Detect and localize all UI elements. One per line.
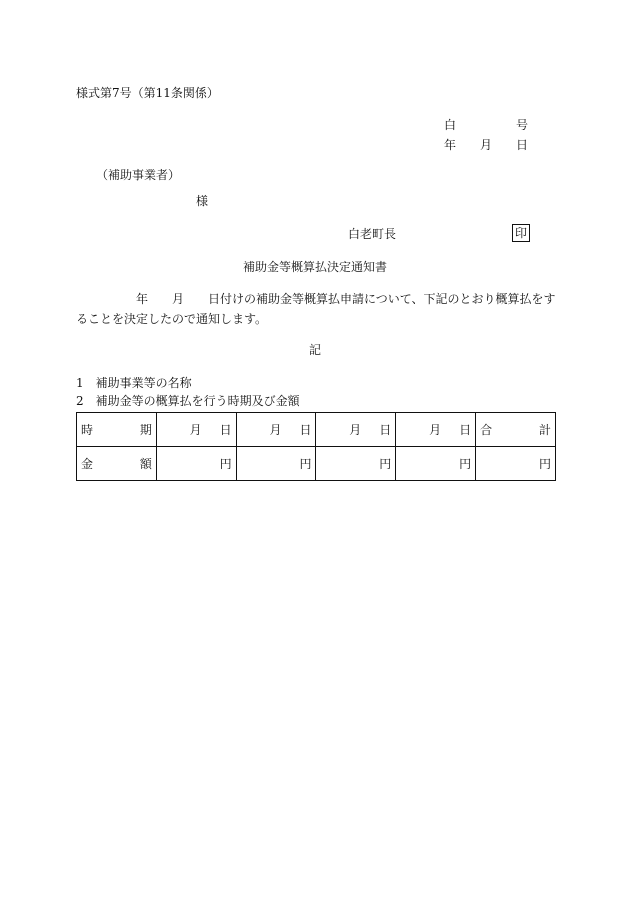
body-month: 月: [172, 292, 185, 306]
payment-schedule-table: [76, 412, 556, 481]
total-header-cell: 合 計: [476, 413, 556, 447]
body-text-line2: ることを決定したので通知します。: [76, 312, 268, 326]
amount-cell: 円: [316, 447, 396, 481]
amount-cell: 円: [476, 447, 556, 481]
document-title: 補助金等概算払決定通知書: [242, 260, 387, 274]
item-2: 2 補助金等の概算払を行う時期及び金額: [76, 394, 300, 408]
doc-number-suffix: 号: [516, 118, 529, 132]
date-cell: 月 日: [156, 413, 236, 447]
date-cell: 月 日: [396, 413, 476, 447]
issuer-name: 白老町長: [348, 227, 397, 241]
header-cell-amount: 金 額: [77, 447, 157, 481]
amount-cell: 円: [236, 447, 316, 481]
body-text-line1: 日付けの補助金等概算払申請について、下記のとおり概算払をす: [208, 292, 556, 306]
seal-box: 印: [512, 224, 530, 242]
amount-cell: 円: [156, 447, 236, 481]
header-cell-period: 時 期: [77, 413, 157, 447]
doc-number-prefix: 白: [444, 118, 457, 132]
date-cell: 月 日: [236, 413, 316, 447]
ki-heading: 記: [308, 343, 321, 357]
body-year: 年: [136, 292, 149, 306]
date-year: 年: [444, 138, 457, 152]
item-1: 1 補助事業等の名称: [76, 376, 192, 390]
form-number: 様式第7号（第11条関係）: [76, 86, 219, 100]
date-month: 月: [480, 138, 493, 152]
recipient-label: （補助事業者）: [96, 168, 181, 182]
table-row-period: [77, 413, 556, 447]
amount-cell: 円: [396, 447, 476, 481]
recipient-honorific: 様: [196, 194, 209, 208]
date-day: 日: [516, 138, 529, 152]
table-row-amount: [77, 447, 556, 481]
date-cell: 月 日: [316, 413, 396, 447]
